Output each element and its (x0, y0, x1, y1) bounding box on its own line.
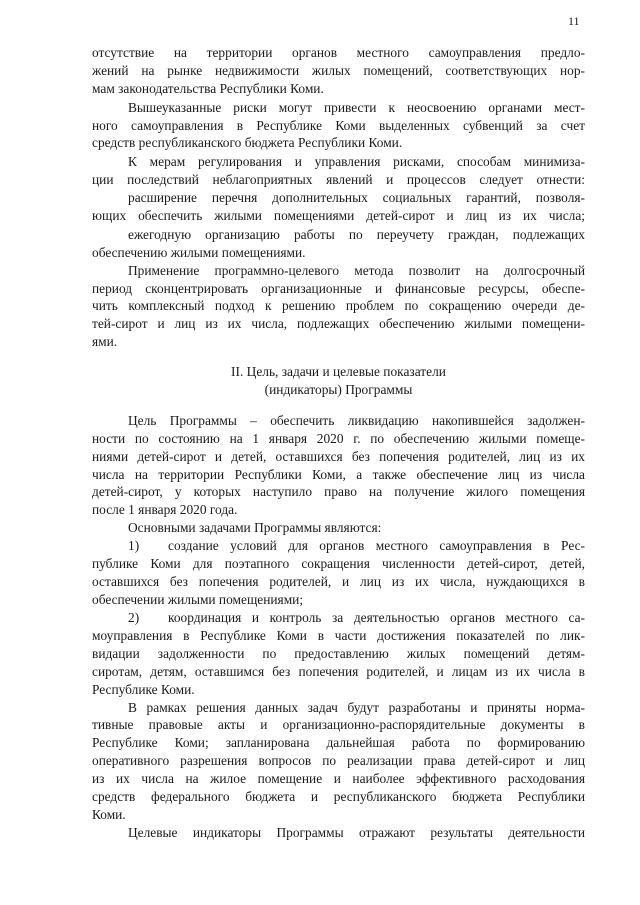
text-line: ного самоуправления в Республике Коми выделенных субвенций за счет (92, 117, 585, 133)
text-line: тей-сирот и лиц из их числа, подлежащих обеспечению жилыми помещени- (92, 316, 585, 332)
text-line: Основными задачами Программы являются: (128, 520, 382, 536)
text-line: после 1 января 2020 года. (92, 502, 238, 518)
text-line: расширение перечня дополнительных социальных гарантий, позволя- (128, 190, 585, 206)
text-line: средств федерального бюджета и республиканского бюджета Республики (92, 789, 585, 805)
text-line: видации задолженности по предоставлению жилых помещений детям- (92, 645, 585, 661)
section-heading: II. Цель, задачи и целевые показатели (231, 364, 446, 380)
text-line: Республике Коми; запланирована дальнейшая работа по формированию (92, 735, 585, 751)
text-line: жений на рынке недвижимости жилых помещений, соответствующих нор- (92, 62, 585, 78)
text-line: создание условий для органов местного самоуправления в Рес- (168, 538, 585, 554)
text-line: ежегодную организацию работы по переучету граждан, подлежащих (128, 226, 585, 242)
text-line: ющих обеспечить жилыми помещениями детей-сирот и лиц из их числа; (92, 207, 585, 223)
text-line: моуправления в Республике Коми в части достижения показателей по лик- (92, 627, 585, 643)
text-line: средств республиканского бюджета Республики Коми. (92, 135, 403, 151)
page-number: 11 (568, 14, 580, 28)
text-line: оперативного разрешения вопросов по реализации права детей-сирот и лиц (92, 753, 585, 769)
text-line: К мерам регулирования и управления рисками, способам минимиза- (128, 154, 585, 170)
text-line: ности по состоянию на 1 января 2020 г. по обеспечению жилыми помеще- (92, 430, 585, 446)
text-line: ниями детей-сирот и детей, оставшихся без попечения родителей, лиц из их (92, 448, 585, 464)
text-line: из их числа на жилое помещение и наиболее эффективного расходования (92, 771, 585, 787)
text-line: обеспечению жилыми помещениями. (92, 244, 306, 260)
text-line: мам законодательства Республики Коми. (92, 80, 324, 96)
text-line: детей-сирот, у которых наступило право на получение жилого помещения (92, 484, 585, 500)
text-line: Коми. (92, 807, 126, 823)
list-number: 2) (128, 609, 140, 625)
text-line: Вышеуказанные риски могут привести к неосвоению органами мест- (128, 99, 585, 115)
text-line: сиротам, детям, оставшимся без попечения родителей, и лицам из их числа в (92, 663, 585, 679)
text-line: период сконцентрировать организационные и финансовые ресурсы, обеспе- (92, 280, 585, 296)
text-line: обеспечении жилыми помещениями; (92, 592, 304, 608)
text-line: тивные правовые акты и организационно-распорядительные документы в (92, 717, 585, 733)
text-line: чить комплексный подход к решению проблем по сокращению очереди де- (92, 298, 585, 314)
text-line: Целевые индикаторы Программы отражают результаты деятельности (128, 825, 585, 840)
text-line: оставшихся без попечения родителей, и лиц из их числа, нуждающихся в (92, 574, 585, 590)
text-line: В рамках решения данных задач будут разработаны и приняты норма- (128, 699, 585, 715)
text-line: Республике Коми. (92, 681, 195, 697)
text-line: публике Коми для поэтапного сокращения численности детей-сирот, детей, (92, 556, 585, 572)
text-line: Цель Программы – обеспечить ликвидацию накопившейся задолжен- (128, 412, 585, 428)
text-line: координация и контроль за деятельностью органов местного са- (168, 609, 585, 625)
list-item (128, 609, 585, 627)
text-line: ции последствий неблагоприятных явлений и процессов следует отнести: (92, 172, 585, 188)
text-line: Применение программно-целевого метода позволит на долгосрочный (128, 262, 585, 278)
section-heading: (индикаторы) Программы (264, 382, 413, 398)
text-line: ями. (92, 334, 118, 350)
list-item (128, 537, 585, 555)
text-line: отсутствие на территории органов местного самоуправления предло- (92, 45, 585, 60)
list-number: 1) (128, 538, 140, 554)
text-line: числа на территории Республики Коми, а также обеспечение лиц из числа (92, 466, 585, 482)
